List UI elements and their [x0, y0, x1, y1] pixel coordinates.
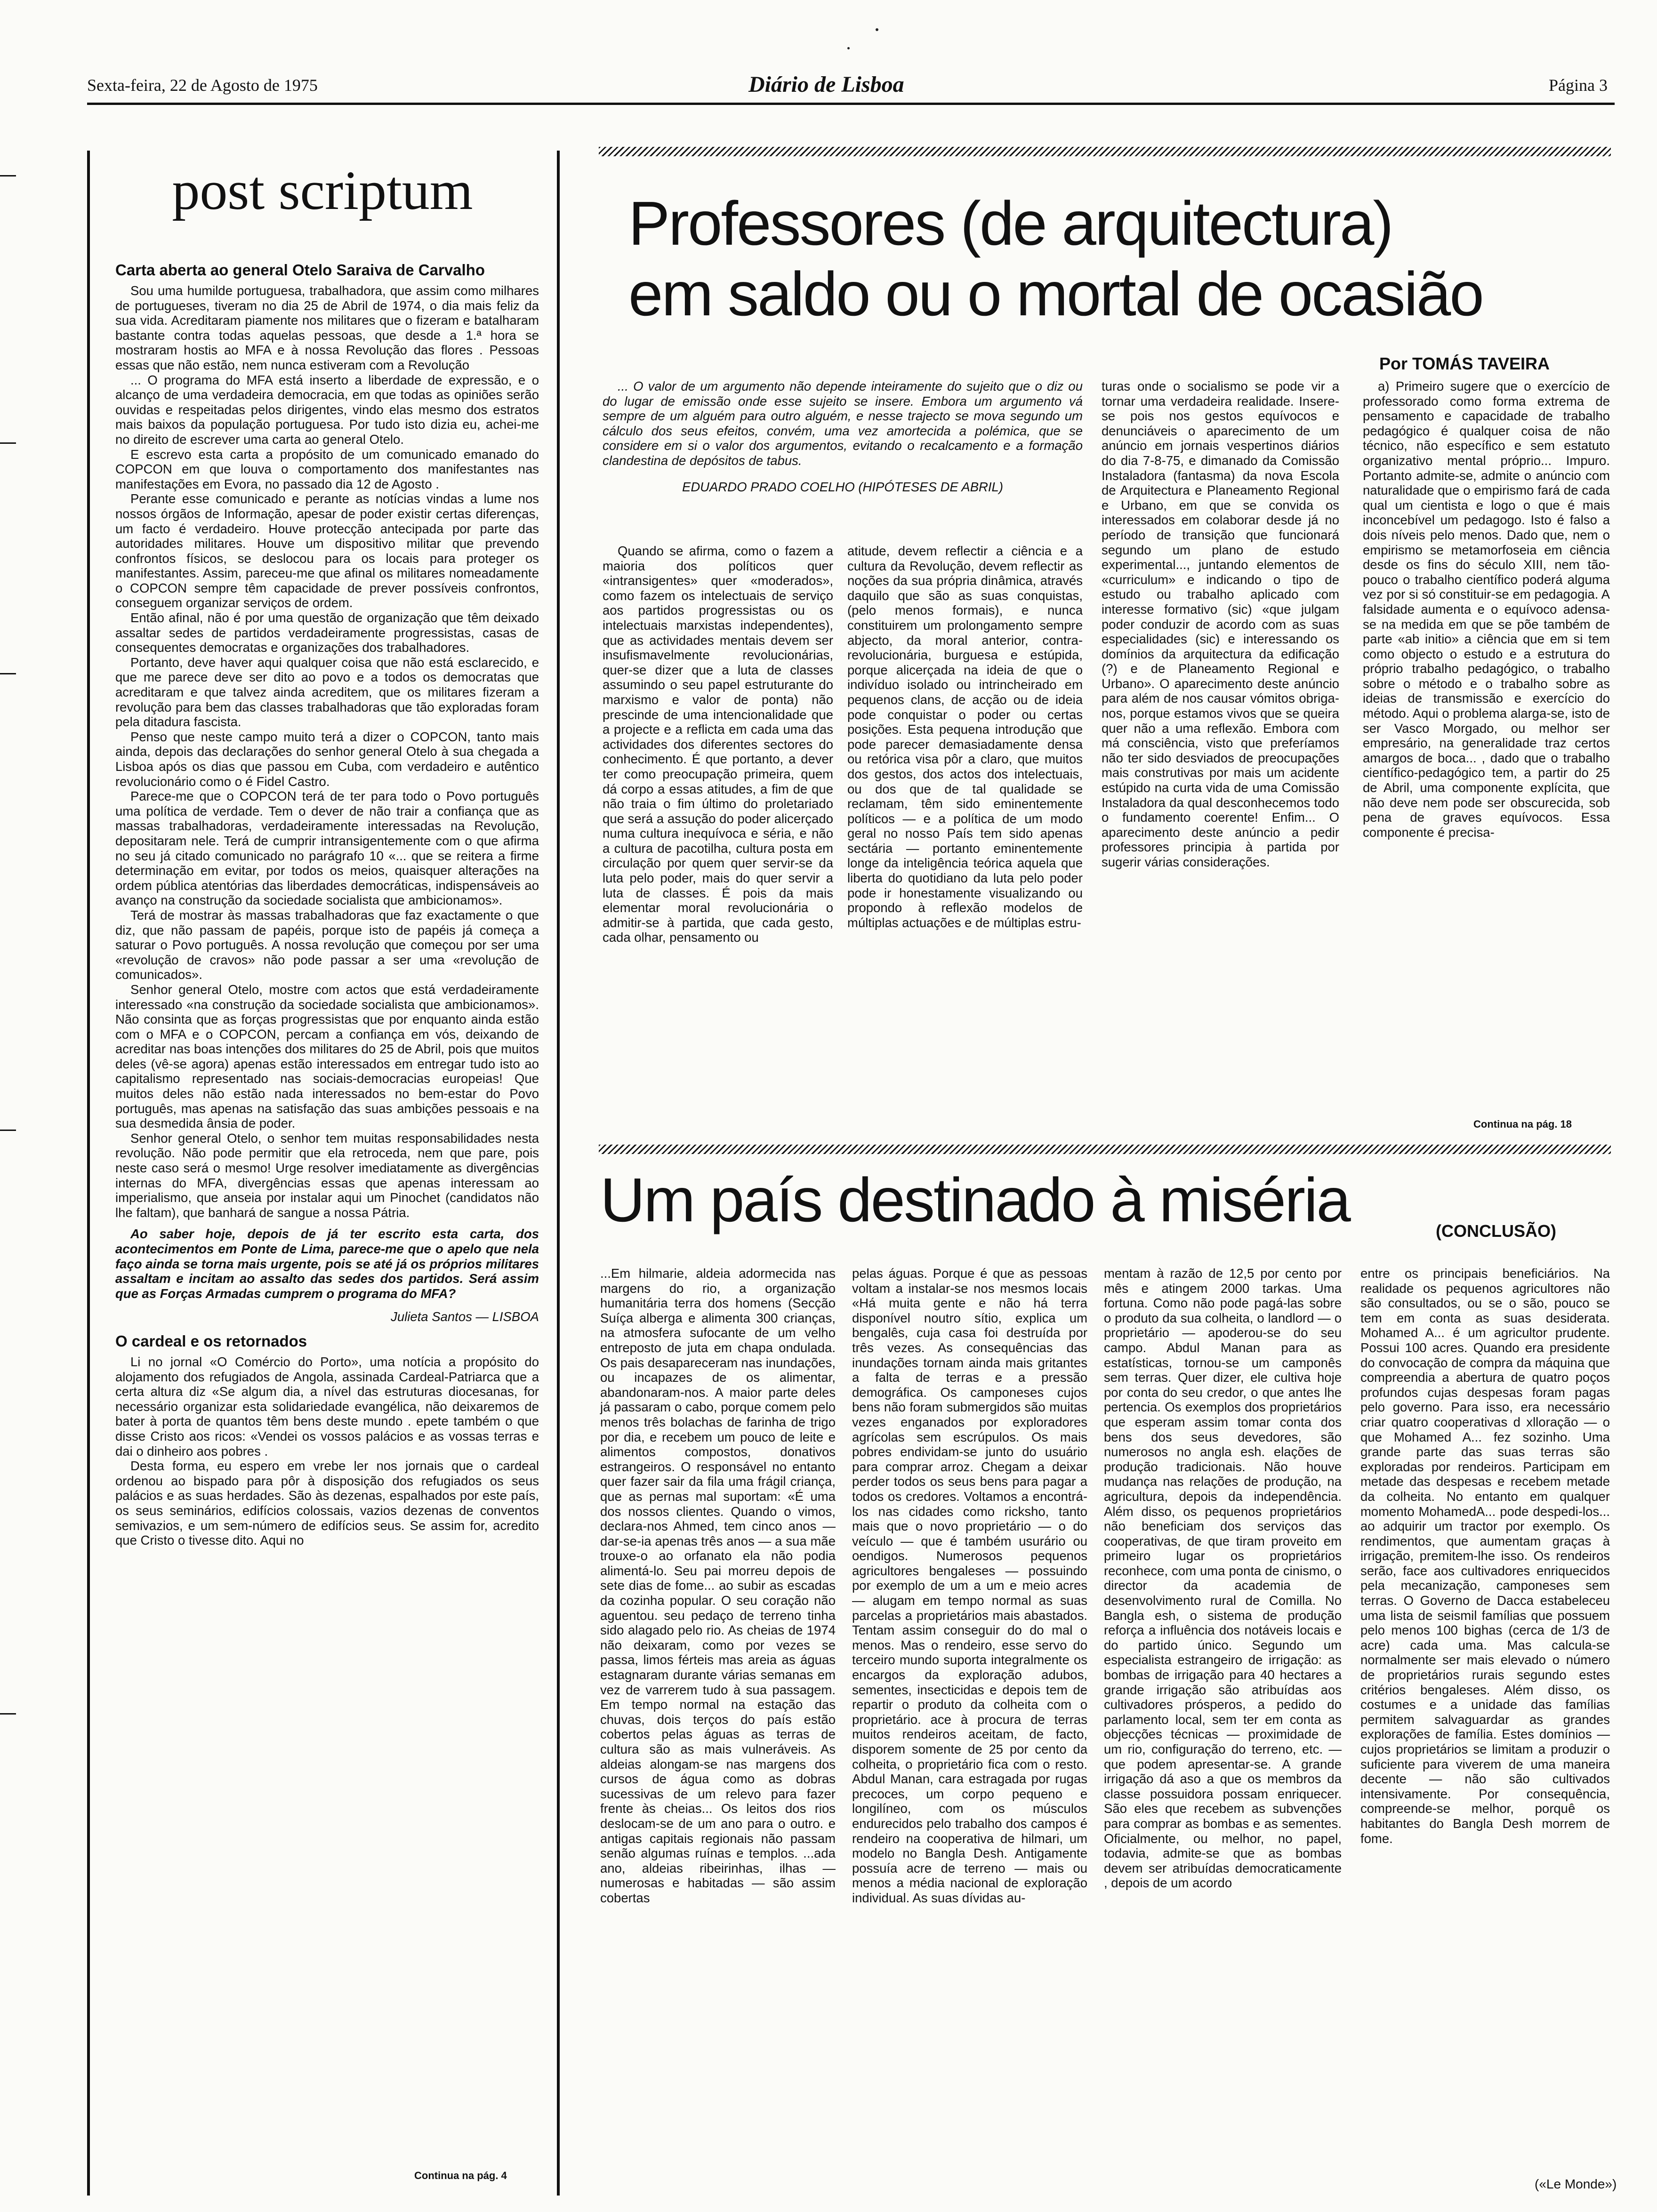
article2-col3-text: mentam à razão de 12,5 por cento por mês e atingem 2000 tarkas. Uma fortuna. Como não pode pagá-las sobre o produto da sua colheita, o landlord — o proprietário — apoderou-se do seu campo. Abdul Manan para as estatísticas, tornou-se um camponês sem terras. Quer dizer, ele cultiva hoje por conta do seu credor, o que antes lhe pertencia. Os exemplos dos proprietários que esperam assim tomar conta dos bens dos seus devedores, são numerosos no angla esh. elações de produção tradicionais. Não houve mudança nas relações de produção, na agricultura, depois da independência. Além disso, os pequenos proprietários não beneficiam dos serviços das cooperativas, de que tiram proveito em primeiro lugar os proprietários reconhece, com uma ponta de cinismo, o director da academia de desenvolvimento rural de Comilla. No Bangla esh, o sistema de produção reforça a influência dos notáveis locais e do partido único. Segundo um especialista estrangeiro de irrigação: as bombas de irrigação para 40 hectares a grande irrigação são atribuídas aos cultivadores prósperos, a pedido do parlamento local, sem ter em conta as objecções técnicas — proximidade de um rio, configuração do terreno, etc. — que podem apresentar-se. A grande irrigação dá aso a que os membros da classe possuidora possam enriquecer. São eles que recebem as subvenções para comprar as bombas e as sementes. Oficialmente, ou melhor, no papel, todavia, admite-se que as bombas devem ser atribuídas democraticamente , depois de um acordo — [1104, 1266, 1342, 1891]
letter-paragraph: ... O programa do MFA está inserto a liberdade de expressão, e o alcanço de uma verdadeira democracia, em que todas as opiniões serão ouvidas e respeitadas pelos dirigentes, vindo elas mesmo dos estratos mais baixos da população portuguesa. Por tudo isto dizia eu, achei-me no direito de escrever uma carta ao general Otelo. — [115, 372, 539, 447]
article2-col2-text: pelas águas. Porque é que as pessoas voltam a instalar-se nos mesmos locais «Há muita gente e não há terra disponível noutro sítio, explica um bengalês, cuja casa foi destruída por três vezes. As consequências das inundações tornam ainda mais gritantes a falta de terras e a pressão demográfica. Os camponeses cujos bens não foram submergidos são muitas vezes enganados por exploradores agrícolas sem escrúpulos. Os mais pobres endividam-se junto do usuário para comprar arroz. Chegam a deixar perder todos os seus bens para pagar a todos os credores. Voltamos a encontrá-los nas cidades como ricksho, tanto mais que o novo proprietário — o do veículo — que é também usurário ou oendigos. Numerosos pequenos agricultores bengaleses — possuindo por exemplo de um a um e meio acres — alugam em tempo normal as suas parcelas a proprietários mais abastados. Tentam assim conseguir do do mal o menos. Mas o rendeiro, esse servo do terceiro mundo suporta integralmente os encargos da exploração adubos, sementes, insecticidas e depois tem de repartir o produto da colheita com o proprietário. ace à procura de terras muitos rendeiros aceitam, de facto, disporem somente de 25 por cento da colheita, o proprietário fica com o resto. Abdul Manan, cara estragada por rugas precoces, um corpo pequeno e longilíneo, com os músculos endurecidos pelo trabalho dos campos é rendeiro na cooperativa de hilmari, um modelo no Bangla Desh. Antigamente possuía acre de terreno — mais ou menos a média nacional de exploração individual. As suas dívidas au- — [852, 1266, 1087, 1905]
page-number: Página 3 — [1549, 76, 1608, 95]
article2-column-1 — [600, 1266, 836, 1906]
margin-tick — [0, 442, 16, 444]
article1-column-1 — [603, 544, 833, 945]
letter-paragraph: E escrevo esta carta a propósito de um comunicado emanado do COPCON em que louva o comportamento dos manifestantes nas manifestações em Evora, no passado dia 12 de Agosto . — [115, 447, 539, 491]
article2-column-3 — [1104, 1266, 1342, 1891]
margin-tick — [0, 1713, 16, 1715]
article1-headline — [628, 188, 1612, 329]
second-letter-title: O cardeal e os retornados — [115, 1332, 307, 1350]
letter-postscript: Ao saber hoje, depois de já ter escrito esta carta, dos acontecimentos em Ponte de Lima, parece-me que o apelo que nela faço ainda se torna mais urgente, pois se até já os próprios militares assaltam e incitam ao assalto das sedes dos partidos. Será assim que as Forças Armadas cumprem o programa do MFA? — [115, 1226, 539, 1301]
post-scriptum-body — [115, 259, 539, 1548]
continued-note: Continua na pág. 18 — [1473, 1118, 1572, 1130]
article1-col1-text: Quando se afirma, como o fazem a maioria dos políticos quer «intransigentes» quer «moderados», como fazem os intelectuais de serviço aos partidos progressistas ou os intelectuais marxistas independentes), que as actividades mentais devem ser insufismavelmente revolucionárias, quer-se dizer que a luta de classes assumindo o seu papel estruturante do marxismo e valor de ponta) não prescinde de uma intencionalidade que a projecte e a reflicta em cada uma das actividades dos diferentes sectores do conhecimento. É que portanto, a dever ter como preocupação primeira, quem dá corpo a essas atitudes, a fim de que não traia o fim último do proletariado que será a assução do poder alicerçado numa cultura inequívoca e séria, e não a cultura de pacotilha, cultura posta em circulação por quem quer servir-se da luta pelo poder, mais do quer servir a luta de classes. É pois da mais elementar moral revolucionária o admitir-se à partida, que cada gesto, cada olhar, pensamento ou — [603, 544, 833, 945]
headline-line: Professores (de arquitectura) — [628, 189, 1392, 258]
article2-column-2 — [852, 1266, 1087, 1906]
hatch-bar-middle — [599, 1145, 1611, 1154]
margin-tick — [0, 175, 16, 176]
letter-paragraph: Penso que neste campo muito terá a dizer o COPCON, tanto mais ainda, depois das declarações do senhor general Otelo à sua chegada a Lisboa após os dias que passou em Cuba, com verdadeiro e autêntico revolucionário como o é Fidel Castro. — [115, 729, 539, 789]
second-letter-paragraph: Li no jornal «O Comércio do Porto», uma notícia a propósito do alojamento dos refugiados de Angola, assinada Cardeal-Patriarca que a certa altura diz «Se algum dia, a nível das estruturas diocesanas, for necessário organizar esta solidariedade evangélica, não deixaremos de bater à porta de quantos têm bens deste mundo . epete também o que disse Cristo aos ricos: «Vendei os vossos palácios e as vossas terras e dai o dinheiro aos pobres . — [115, 1354, 539, 1459]
article1-column-4 — [1363, 379, 1610, 840]
continued-note: Continua na pág. 4 — [414, 2170, 507, 2181]
letter-paragraph: Senhor general Otelo, o senhor tem muitas responsabilidades nesta revolução. Não pode permitir que ela retroceda, nem que pare, pois neste caso será o mesmo! Urge resolver imediatamente as divergências internas do MFA, divergências essas que apenas interessam ao imperialismo, que anseia por instalar aqui um Pinochet (candidatos não lhe faltam), que banhará de sangue a nossa Pátria. — [115, 1130, 539, 1220]
article2-col1-text: ...Em hilmarie, aldeia adormecida nas margens do rio, a organização humanitária terra dos homens (Secção Suíça alberga e alimenta 300 crianças, na atmosfera sufocante de um velho entreposto de juta em chapa ondulada. Os pais desapareceram nas inundações, ou incapazes de os alimentar, abandonaram-nos. A maior parte deles já passaram o cabo, porque comem pelo menos três bolachas de farinha de trigo por dia, e recebem um pouco de leite e alimentos compostos, donativos estrangeiros. O responsável no entanto quer fazer sair da fila uma frágil criança, que as pernas mal suportam: «É uma dos nossos clientes. Quando o vimos, declara-nos Ahmed, tem cinco anos — dar-se-ia apenas três anos — a sua mãe trouxe-o ao orfanato ela não podia alimentá-lo. Seu pai morreu depois de sete dias de fome... ao subir as escadas da cozinha popular. O seu coração não aguentou. seu pedaço de terreno tinha sido alagado pelo rio. As cheias de 1974 não deixaram, como por vezes se passa, limos férteis mas areia as águas estagnaram durante várias semanas em vez de varrerem tudo à sua passagem. Em tempo normal na estação das chuvas, dois terços do país estão cobertos pelas águas as terras de cultura são as mais vulneráveis. As aldeias alongam-se nas margens dos cursos de água como as dobras sucessivas de um relevo para fazer frente às cheias... Os leitos dos rios deslocam-se de um ano para o outro. e antigas capitais regionais não passam senão algumas ruínas e templos. ...ada ano, aldeias ribeirinhas, ilhas — numerosas e habitadas — são assim cobertas — [600, 1266, 836, 1905]
article2-col4-text: entre os principais beneficiários. Na realidade os pequenos agricultores não são consultados, ou se o são, pouco se tem em conta as suas desiderata. Mohamed A... é um agricultor prudente. Possui 100 acres. Quando era presidente do convocação de compra da máquina que compreendia a abertura de quatro poços profundos cujas despesas foram pagas pelo governo. Para isso, era necessário criar quatro cooperativas d xlloração — o que Mohamed A... fez sozinho. Uma grande parte das suas terras são exploradas por rendeiros. Participam em metade das despesas e recebem metade da colheita. No entanto em qualquer momento MohamedA... pode despedi-los... ao adquirir um tractor por exemplo. Os rendimentos, que aumentam graças à irrigação, premitem-lhe isso. Os rendeiros serão, face aos cultivadores enriquecidos pela mecanização, camponeses sem terras. O Governo de Dacca estabeleceu uma lista de seismil famílias que possuem pelo menos 100 bighas (cerca de 1/3 de acre) cada uma. Mas calcula-se normalmente ser mais elevado o número de proprietários rurais segundo estes critérios bengaleses. Além disso, os costumes e a unidade das famílias permitem salvaguardar as grandes explorações de família. Estes domínios — cujos proprietários se limitam a produzir o suficiente para viverem de uma maneira decente — não são cultivados intensivamente. Por consequência, compreende-se melhor, porquê os habitantes do Bangla Desh morrem de fome. — [1360, 1266, 1610, 1846]
letter-paragraph: Terá de mostrar às massas trabalhadoras que faz exactamente o que diz, que não passam de papéis, porque isto de papéis já começa a saturar o Povo português. A nossa revolução que começou por ser uma «revolução de cravos» não pode passar a ser uma «revolução de comunicados». — [115, 907, 539, 982]
article1-col2-text: atitude, devem reflectir a ciência e a cultura da Revolução, devem reflectir as noções da sua própria dinâmica, através daquilo que são as suas conquistas, (pelo menos formais), e nunca constituirem um prolongamento sempre abjecto, da moral anterior, contra-revolucionária, burguesa e estúpida, porque alicerçada na ideia de que o indivíduo isolado ou intrincheirado em pequenos clans, de acção ou de ideia pode conquistar o poder ou certas posições. Esta pequena introdução que pode parecer demasiadamente densa ou retórica visa pôr a claro, que muitos dos gestos, dos actos dos intelectuais, ou dos que de tal qualidade se reclamam, têm sido eminentemente políticos — e a política de um modo geral no nosso País tem sido apenas sectária — portanto eminentemente longe da inteligência teórica aquela que liberta do quotidiano da luta pelo poder pode ir honestamente visualizando ou propondo à reflexão modelos de múltiplas actuações e de múltiplas estru- — [847, 544, 1083, 930]
hatch-bar-top — [599, 147, 1611, 156]
second-letter-paragraph: Desta forma, eu espero em vrebe ler nos jornais que o cardeal ordenou ao bispado para pôr à disposição dos refugiados os seus palácios e as suas herdades. São às dezenas, espalhados por este país, os seus seminários, edifícios colossais, vazios dezenas de conventos semivazios, e um sem-número de edifícios seus. Se assim for, acredito que Cristo o tivesse dito. Aqui no — [115, 1459, 539, 1548]
margin-tick — [0, 1130, 16, 1131]
article1-col4-text: a) Primeiro sugere que o exercício de professorado como forma extrema de pensamento e capacidade de trabalho pedagógico é qualquer coisa de não técnico, não específico e sem estatuto organizativo mental próprio... Impuro. Portanto admite-se, admite o anúncio com naturalidade que o empirismo fará de cada qual um cientista e logo o que é mais inconcebível um pedagogo. Isto é falso a dois níveis pelo menos. Dado que, nem o empirismo se metamorfoseia em ciência desde os fins do século XIII, nem tão-pouco o trabalho científico poderá alguma vez por si só constituir-se em pedagogia. A falsidade aumenta e o equívoco adensa-se na medida em que se põe também de parte «ab initio» a ciência que em si tem como objecto o estudo e a estrutura do próprio trabalho pedagógico, o trabalho sobre o método e o trabalho sobre as ideias de transmissão e exercício do método. Aqui o problema alarga-se, isto de ser Vasco Morgado, ou melhor ser empresário, na generalidade traz certos amargos de boca... , dado que o trabalho científico-pedagógico tem, a partir do 25 de Abril, uma componente explícita, que não deve nem pode ser obscurecida, sob pena de graves equívocos. Essa componente é precisa- — [1363, 379, 1610, 840]
letter-title: Carta aberta ao general Otelo Saraiva de Carvalho — [115, 261, 485, 279]
article2-tag: (CONCLUSÃO) — [1436, 1221, 1556, 1241]
letter-paragraph: Então afinal, não é por uma questão de organização que têm deixado assaltar sedes de partidos verdadeiramente progressistas, casas de consequentes democratas e organizações dos trabalhadores. — [115, 610, 539, 655]
article1-col3-text: turas onde o socialismo se pode vir a tornar uma verdadeira realidade. Insere-se pois nos gestos equívocos e denunciáveis o aparecimento de um anúncio em jornais vespertinos diários do dia 7-8-75, e dimanado da Comissão Instaladora (fantasma) da nova Escola de Arquitectura e Planeamento Regional e Urbano, em que se convida os interessados em colaborar desde já no período de transição que funcionará segundo um plano de estudo experimental..., juntando elementos de «curriculum» e indicando o tipo de estudo ou trabalho aplicado com interesse formativo (sic) «que julgam poder conduzir de acordo com as suas especialidades (sic) e interessando os domínios da arquitectura da edificação (?) e de Planeamento Regional e Urbano». O aparecimento deste anúncio para além de nos causar vómitos obriga-nos, porque estamos vivos que se queira quer não a uma reflexão. Embora com má consciência, visto que preferíamos não ter sido desviados de preocupações mais construtivas por mais um acidente estúpido na curta vida de uma Comissão Instaladora da qual desconhecemos todo o fundamento coerente! Enfim... O aparecimento deste anúncio a pedir professores principia à partida por sugerir várias considerações. — [1102, 379, 1339, 869]
article1-epigraph — [603, 379, 1083, 494]
article2-source: («Le Monde») — [1535, 2177, 1617, 2191]
article1-column-3 — [1102, 379, 1339, 870]
epigraph-text: ... O valor de um argumento não depende inteiramente do sujeito que o diz ou do lugar de emissão onde esse sujeito se insere. Embora um argumento vá sempre de um alguém para outro alguém, e nesse trajecto se mova segundo um cálculo dos seus efeitos, convém, uma vez amortecida a polémica, que se considere em si o valor dos argumentos, evitando o recalcamento e a formação clandestina de depósitos de tabus. — [603, 379, 1083, 468]
margin-speck — [876, 28, 878, 31]
letter-paragraph: Senhor general Otelo, mostre com actos que está verdadeiramente interessado «na construção da sociedade socialista que ambicionamos». Não consinta que as forças progressistas que por enquanto ainda estão com o MFA e o COPCON, percam a confiança em vós, deixando de acreditar nas boas intenções dos militares do 25 de Abril, pois que muitos deles (vê-se agora) apenas estão interessados em entregar tudo isto ao capitalismo representado nas sociais-democracias europeias! Que muitos deles não estão nada interessados no bem-estar do Povo português, mas apenas na satisfação das suas ambições pessoais e na sua desmedida ânsia de poder. — [115, 982, 539, 1131]
header-rule — [87, 103, 1615, 105]
header-date: Sexta-feira, 22 de Agosto de 1975 — [87, 76, 318, 95]
epigraph-source: EDUARDO PRADO COELHO (HIPÓTESES DE ABRIL) — [682, 479, 1004, 494]
letter-signature: Julieta Santos — LISBOA — [391, 1309, 539, 1324]
margin-tick — [0, 673, 16, 674]
article1-column-2 — [847, 544, 1083, 930]
letter-paragraph: Perante esse comunicado e perante as notícias vindas a lume nos nossos órgãos de Informação, apesar de poder existir certas diferenças, um facto é verdadeiro. Houve protecção antecipada por parte das autoridades militares. Houve um dispositivo militar que prevendo confrontos físicos, se deslocou para os locais para proteger os manifestantes. Assim, pareceu-me que afinal os militares nomeadamente o COPCON sempre têm capacidade de prever possíveis confrontos, conseguem organizar serviços de ordem. — [115, 491, 539, 610]
margin-speck — [847, 47, 850, 49]
article1-byline: Por TOMÁS TAVEIRA — [1379, 354, 1550, 373]
article2-headline: Um país destinado à miséria — [600, 1165, 1350, 1234]
article2-column-4 — [1360, 1266, 1610, 1846]
letter-paragraph: Parece-me que o COPCON terá de ter para todo o Povo português uma política de verdade. Tem o dever de não trair a confiança que as massas trabalhadoras, verdadeiramente interessadas na Revolução, depositaram nele. Terá de cumprir intransigentemente com o que afirma no seu já citado comunicado no parágrafo 10 «... que se reitera a firme determinação em evitar, por todos os meios, quaisquer alterações na ordem pública atentórias das liberdades democráticas, indispensáveis ao avanço na construção da sociedade socialista que ambicionamos». — [115, 789, 539, 908]
letter-paragraph: Portanto, deve haver aqui qualquer coisa que não está esclarecido, e que me parece deve ser dito ao povo e a todos os democratas que acreditaram e que talvez ainda acreditem, que os militares fizeram a revolução para bem das classes trabalhadoras que tão exploradas foram pela ditadura fascista. — [115, 655, 539, 729]
letter-paragraph: Sou uma humilde portuguesa, trabalhadora, que assim como milhares de portugueses, tiveram no dia 25 de Abril de 1974, o dia mais feliz da sua vida. Acreditaram piamente nos militares que o fizeram e batalharam bastante contra todas aquelas pessoas, que desde a 1.ª hora se mostraram hostis ao MFA e à nossa Revolução das flores . Pessoas essas que não estão, nem nunca estiveram com a Revolução — [115, 283, 539, 372]
headline-line: em saldo ou o mortal de ocasião — [628, 259, 1483, 329]
post-scriptum-title: post scriptum — [172, 160, 473, 221]
masthead-title: Diário de Lisboa — [748, 72, 904, 97]
